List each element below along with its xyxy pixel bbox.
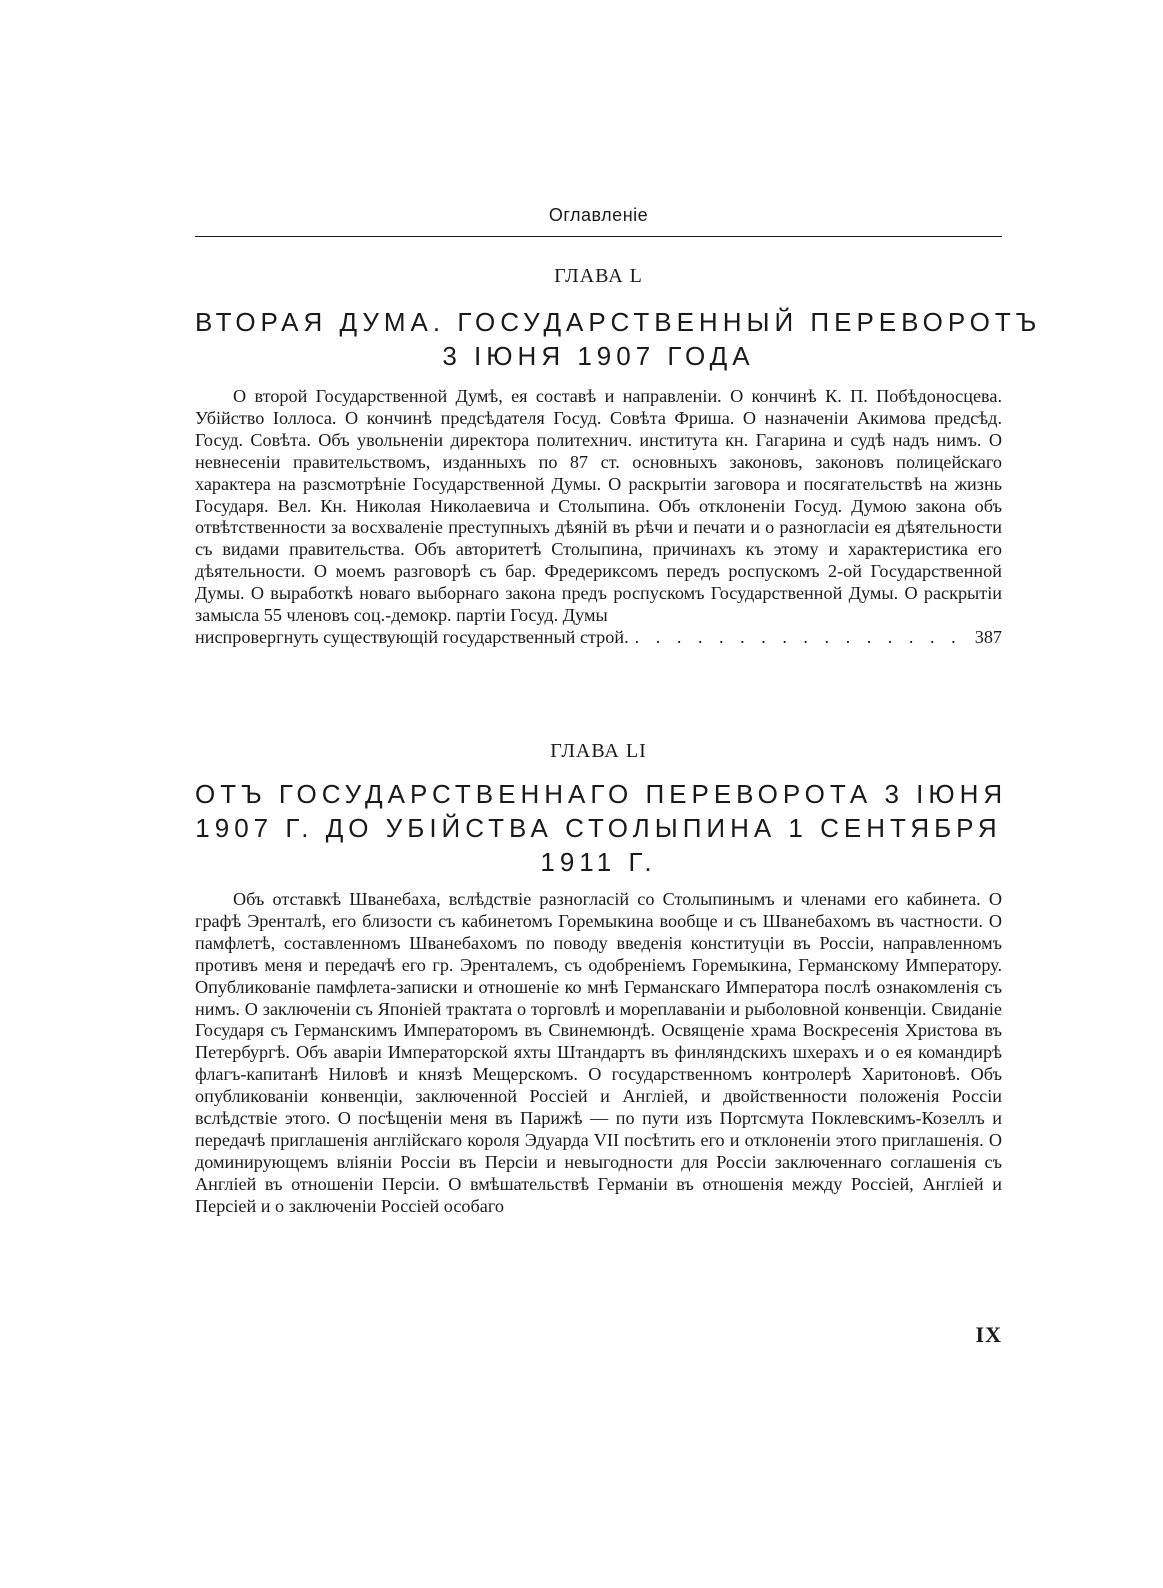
chapter-title-line: ВТОРАЯ ДУМА. ГОСУДАРСТВЕННЫЙ ПЕРЕВОРОТЪ — [195, 307, 1042, 337]
page-number: 387 — [974, 626, 1002, 647]
chapter-label: ГЛАВА LI — [550, 740, 647, 762]
chapter-summary-last-line: ниспровергнуть существующій государственный строй. — [195, 626, 629, 647]
header-rule — [195, 236, 1002, 237]
dot-leader — [629, 627, 967, 649]
running-head: Оглавленіе — [548, 205, 649, 225]
chapter-summary-text: О второй Государственной Думѣ, ея составѣ и направленіи. О кончинѣ К. П. Побѣдоносцева. Убійство Іоллоса. О кончинѣ предсѣдателя Госуд. Совѣта Фриша. О назначеніи Акимова предсѣд. Госуд. Совѣта. Объ увольненіи директора политехнич. института кн. Гагарина и судѣ надъ нимъ. О невнесеніи правительствомъ, изданныхъ по 87 ст. основныхъ законовъ, законовъ полицейскаго характера на разсмотрѣніе Государственной Думы. О раскрытіи заговора и посягательствѣ на жизнь Государя. Вел. Кн. Николая Николаевича и Столыпина. Объ отклоненіи Госуд. Думою закона объ отвѣтственности за восхваленіе преступныхъ дѣяній въ рѣчи и печати и о разногласіи ея дѣятельности съ видами правительства. Объ авторитетѣ Столыпина, причинахъ къ этому и характеристика его дѣятельности. О моемъ разговорѣ съ бар. Фредериксомъ передъ роспускомъ 2-ой Государственной Думы. О выработкѣ новаго выборнаго закона предъ роспускомъ Государственной Думы. О раскрытіи замысла 55 членовъ соц.-демокр. партіи Госуд. Думы — [195, 386, 1002, 626]
chapter-title — [195, 305, 1042, 373]
chapter-label: ГЛАВА L — [554, 265, 643, 287]
chapter-summary — [195, 889, 1002, 1218]
folio-page-number: IX — [975, 1322, 1002, 1347]
chapter-title — [195, 777, 1008, 879]
chapter-summary — [195, 386, 1002, 649]
chapter-title-line: 1911 Г. — [540, 847, 657, 877]
chapter-title-line: ОТЪ ГОСУДАРСТВЕННАГО ПЕРЕВОРОТА 3 ІЮНЯ — [195, 779, 1008, 809]
toc-entry-line — [195, 627, 1002, 649]
chapter-summary-text: Объ отставкѣ Шванебаха, вслѣдствіе разногласій со Столыпинымъ и членами его кабинета. О графѣ Эренталѣ, его близости съ кабинетомъ Горемыкина вообще и съ Шванебахомъ въ частности. О памфлетѣ, составленномъ Шванебахомъ по поводу введенія конституціи въ Россіи, направленномъ противъ меня и передачѣ его гр. Эренталемъ, съ одобреніемъ Горемыкина, Германскому Императору. Опубликованіе памфлета-записки и отношеніе ко мнѣ Германскаго Императора послѣ ознакомленія съ нимъ. О заключеніи съ Японіей трактата о торговлѣ и мореплаваніи и рыболовной конвенціи. Свиданіе Государя съ Германскимъ Императоромъ въ Свинемюндѣ. Освященіе храма Воскресенія Христова въ Петербургѣ. Объ аваріи Императорской яхты Штандартъ въ финляндскихъ шхерахъ и о ея командирѣ флагъ-капитанѣ Ниловѣ и князѣ Мещерскомъ. О государственномъ контролерѣ Харитоновѣ. Объ опубликованіи конвенціи, заключенной Россіей и Англіей, и двойственности положенія Россіи вслѣдствіе этого. О посѣщеніи меня въ Парижѣ — по пути изъ Портсмута Поклевскимъ-Козеллъ и передачѣ приглашенія англійскаго короля Эдуарда VII посѣтить его и отклоненіи этого приглашенія. О доминирующемъ вліяніи Россіи въ Персіи и невыгодности для Россіи заключеннаго соглашенія съ Англіей въ отношеніи Персіи. О вмѣшательствѣ Германіи въ отношенія между Россіей, Англіей и Персіей и о заключеніи Россіей особаго — [195, 889, 1002, 1216]
chapter-title-line: 3 ІЮНЯ 1907 ГОДА — [442, 341, 755, 371]
chapter-title-line: 1907 Г. ДО УБІЙСТВА СТОЛЫПИНА 1 СЕНТЯБРЯ — [195, 813, 1002, 843]
